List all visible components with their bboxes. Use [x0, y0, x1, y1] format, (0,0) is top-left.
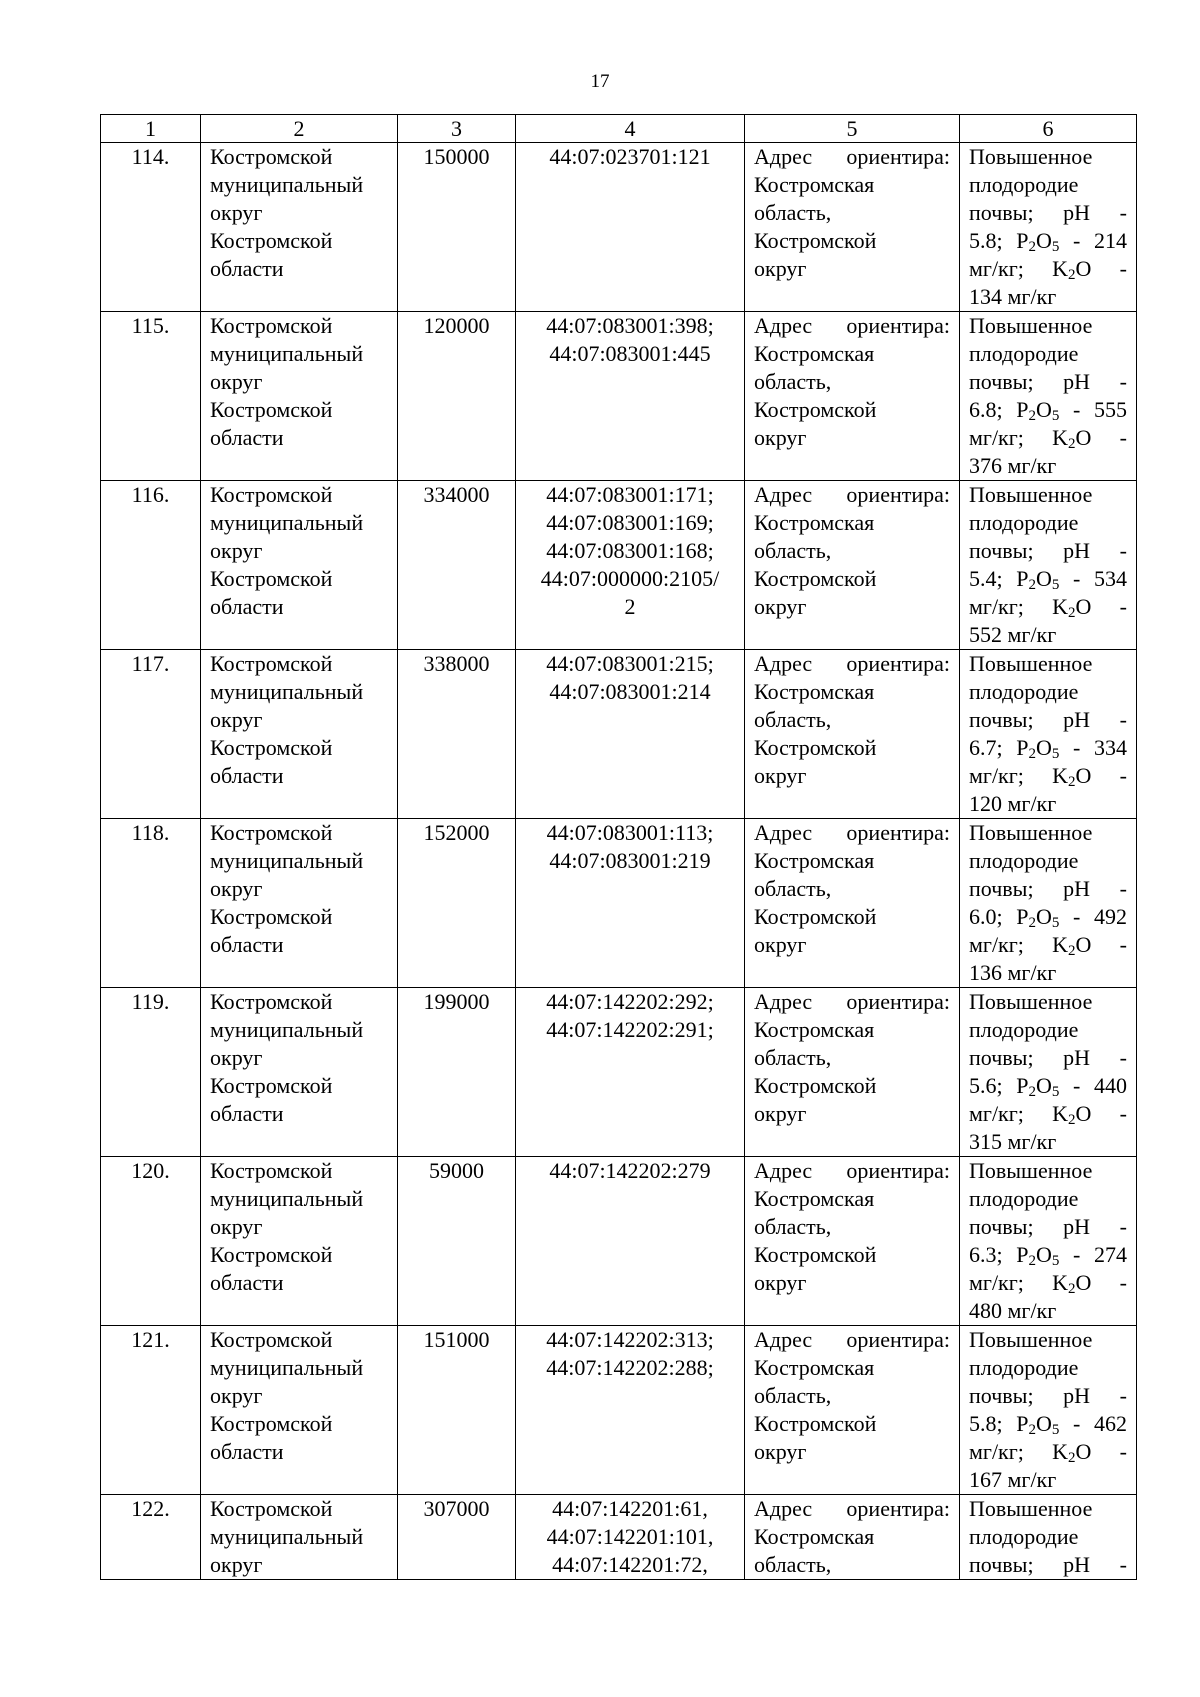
address-line: округ	[754, 1270, 807, 1295]
cadastral-cell	[516, 312, 745, 481]
unit-label: мг/кг	[1007, 1467, 1057, 1492]
address-cell	[745, 650, 960, 819]
address-line: Костромской	[754, 1411, 877, 1436]
unit-label: мг/кг	[969, 425, 1018, 450]
address-line: округ	[754, 932, 807, 957]
address-line: Адрес ориентира:	[754, 313, 950, 338]
p2o5-value: 274	[1094, 1242, 1127, 1267]
row-number: 118.	[101, 819, 201, 988]
unit-label: мг/кг	[969, 1101, 1018, 1126]
soil-description-cell	[960, 819, 1137, 988]
soil-metrics-line: мг/кг; $K_2O$ -	[969, 763, 1127, 790]
unit-label: мг/кг	[969, 1439, 1018, 1464]
table-row	[101, 650, 1137, 819]
soil-metrics-line: 6.3; $P_2O_5 - 274$	[969, 1242, 1127, 1269]
cadastral-cell	[516, 650, 745, 819]
soil-description-text: Повышенное плодородие почвы; pH -	[969, 1327, 1127, 1408]
soil-description-cell	[960, 312, 1137, 481]
district-line: округ	[210, 1214, 263, 1239]
soil-metrics-line	[969, 283, 1127, 311]
address-cell	[745, 1157, 960, 1326]
table-row	[101, 312, 1137, 481]
address-line: Адрес ориентира:	[754, 482, 950, 507]
cadastral-number: 44:07:142201:72,	[552, 1552, 708, 1577]
soil-description-cell	[960, 988, 1137, 1157]
district-line: Костромской	[210, 1496, 333, 1521]
k2o-value: 480	[969, 1298, 1002, 1323]
row-number: 119.	[101, 988, 201, 1157]
soil-description-text: Повышенное плодородие почвы; pH -	[969, 313, 1127, 394]
address-cell	[745, 143, 960, 312]
district-line: муниципальный	[210, 341, 364, 366]
soil-metrics-line: 6.8; $P_2O_5 - 555$	[969, 397, 1127, 424]
soil-metrics-line: мг/кг; $K_2O$ -	[969, 1101, 1127, 1128]
district-line: округ	[210, 707, 263, 732]
address-line: округ	[754, 1439, 807, 1464]
soil-metrics-line: мг/кг; $K_2O$ -	[969, 932, 1127, 959]
header-row	[101, 115, 1137, 143]
ph-value: 6.7	[969, 735, 997, 760]
header-col-5: 5	[745, 115, 960, 143]
k2o-value: 376	[969, 453, 1002, 478]
p2o5-value: 534	[1094, 566, 1127, 591]
soil-metrics-line	[969, 1297, 1127, 1325]
area-cell: 307000	[398, 1495, 516, 1580]
address-line: Костромская	[754, 1355, 875, 1380]
cadastral-number: 44:07:142202:288;	[546, 1355, 714, 1380]
cadastral-cell	[516, 988, 745, 1157]
cadastral-number: 44:07:083001:398;	[546, 313, 714, 338]
registry-table	[100, 114, 1137, 1580]
area-cell: 338000	[398, 650, 516, 819]
area-cell: 199000	[398, 988, 516, 1157]
address-line: Костромской	[754, 397, 877, 422]
district-line: области	[210, 1270, 284, 1295]
unit-label: мг/кг	[969, 1270, 1018, 1295]
address-line: Адрес ориентира:	[754, 1496, 950, 1521]
ph-value: 5.4	[969, 566, 997, 591]
unit-label: мг/кг	[969, 594, 1018, 619]
address-line: область,	[754, 1045, 832, 1070]
p2o5-value: 492	[1094, 904, 1127, 929]
soil-metrics-line	[969, 1128, 1127, 1156]
soil-description-cell	[960, 481, 1137, 650]
soil-description-text: Повышенное плодородие почвы; pH -	[969, 1158, 1127, 1239]
unit-label: мг/кг	[1007, 284, 1057, 309]
district-line: округ	[210, 1383, 263, 1408]
row-number: 117.	[101, 650, 201, 819]
soil-metrics-line: мг/кг; $K_2O$ -	[969, 425, 1127, 452]
address-line: Костромской	[754, 1073, 877, 1098]
address-line: Адрес ориентира:	[754, 820, 950, 845]
cadastral-number: 44:07:000000:2105/	[540, 566, 720, 591]
unit-label: мг/кг	[969, 932, 1018, 957]
district-line: области	[210, 594, 284, 619]
cadastral-number: 44:07:142202:291;	[546, 1017, 714, 1042]
k2o-value: 552	[969, 622, 1002, 647]
district-line: области	[210, 932, 284, 957]
k2o-value: 315	[969, 1129, 1002, 1154]
address-line: округ	[754, 594, 807, 619]
soil-description-cell	[960, 650, 1137, 819]
soil-metrics-line	[969, 790, 1127, 818]
district-cell	[201, 481, 398, 650]
cadastral-number: 44:07:142201:61,	[552, 1496, 708, 1521]
address-line: область,	[754, 200, 832, 225]
p2o5-value: 214	[1094, 228, 1127, 253]
soil-description-cell	[960, 1495, 1137, 1580]
address-line: область,	[754, 1214, 832, 1239]
district-line: Костромской	[210, 1327, 333, 1352]
district-line: муниципальный	[210, 510, 364, 535]
header-col-2: 2	[201, 115, 398, 143]
soil-description-text: Повышенное плодородие почвы; pH -	[969, 1496, 1127, 1577]
cadastral-cell	[516, 143, 745, 312]
row-number: 122.	[101, 1495, 201, 1580]
district-cell	[201, 312, 398, 481]
address-line: Костромская	[754, 679, 875, 704]
address-cell	[745, 1495, 960, 1580]
soil-metrics-line	[969, 452, 1127, 480]
cadastral-number: 44:07:142202:279	[549, 1158, 711, 1183]
district-line: округ	[210, 1552, 263, 1577]
ph-value: 5.8	[969, 1411, 997, 1436]
row-number: 120.	[101, 1157, 201, 1326]
district-line: округ	[210, 538, 263, 563]
address-line: Костромская	[754, 848, 875, 873]
district-line: Костромской	[210, 820, 333, 845]
district-line: муниципальный	[210, 1524, 364, 1549]
cadastral-cell	[516, 1326, 745, 1495]
row-number: 114.	[101, 143, 201, 312]
ph-value: 6.3	[969, 1242, 997, 1267]
address-line: округ	[754, 425, 807, 450]
district-line: Костромской	[210, 144, 333, 169]
address-cell	[745, 1326, 960, 1495]
soil-metrics-line: 6.0; $P_2O_5 - 492$	[969, 904, 1127, 931]
header-col-1: 1	[101, 115, 201, 143]
district-line: Костромской	[210, 1073, 333, 1098]
cadastral-number: 44:07:142202:292;	[546, 989, 714, 1014]
cadastral-number: 44:07:083001:113;	[546, 820, 714, 845]
district-line: Костромской	[210, 566, 333, 591]
cadastral-cell	[516, 1495, 745, 1580]
ph-value: 5.6	[969, 1073, 997, 1098]
district-line: округ	[210, 876, 263, 901]
p2o5-value: 334	[1094, 735, 1127, 760]
district-line: Костромской	[210, 1158, 333, 1183]
district-line: муниципальный	[210, 848, 364, 873]
address-line: область,	[754, 538, 832, 563]
unit-label: мг/кг	[1007, 453, 1057, 478]
district-line: Костромской	[210, 735, 333, 760]
unit-label: мг/кг	[969, 256, 1018, 281]
address-line: Костромская	[754, 1017, 875, 1042]
address-cell	[745, 312, 960, 481]
soil-description-cell	[960, 1157, 1137, 1326]
district-line: Костромской	[210, 228, 333, 253]
district-line: муниципальный	[210, 1186, 364, 1211]
ph-value: 6.0	[969, 904, 997, 929]
cadastral-number: 44:07:083001:445	[549, 341, 711, 366]
k2o-value: 136	[969, 960, 1002, 985]
district-line: Костромской	[210, 989, 333, 1014]
district-line: округ	[210, 369, 263, 394]
page-number: 17	[590, 71, 610, 92]
district-cell	[201, 819, 398, 988]
district-line: округ	[210, 1045, 263, 1070]
cadastral-cell	[516, 819, 745, 988]
unit-label: мг/кг	[1007, 960, 1057, 985]
ph-value: 6.8	[969, 397, 997, 422]
district-line: области	[210, 1439, 284, 1464]
district-line: области	[210, 763, 284, 788]
address-cell	[745, 481, 960, 650]
address-line: Адрес ориентира:	[754, 989, 950, 1014]
soil-description-cell	[960, 143, 1137, 312]
table-row	[101, 143, 1137, 312]
ph-value: 5.8	[969, 228, 997, 253]
district-line: Костромской	[210, 1411, 333, 1436]
district-line: Костромской	[210, 397, 333, 422]
cadastral-number: 44:07:083001:169;	[546, 510, 714, 535]
district-line: муниципальный	[210, 679, 364, 704]
district-line: Костромской	[210, 313, 333, 338]
address-line: Костромская	[754, 1186, 875, 1211]
district-line: области	[210, 1101, 284, 1126]
unit-label: мг/кг	[1007, 1298, 1057, 1323]
soil-description-text: Повышенное плодородие почвы; pH -	[969, 651, 1127, 732]
soil-metrics-line	[969, 621, 1127, 649]
address-line: Адрес ориентира:	[754, 1158, 950, 1183]
cadastral-number: 2	[624, 594, 636, 619]
cadastral-cell	[516, 1157, 745, 1326]
soil-metrics-line: 5.4; $P_2O_5 - 534$	[969, 566, 1127, 593]
soil-metrics-line: 5.6; $P_2O_5 - 440$	[969, 1073, 1127, 1100]
address-line: область,	[754, 876, 832, 901]
district-cell	[201, 1495, 398, 1580]
k2o-value: 167	[969, 1467, 1002, 1492]
cadastral-number: 44:07:083001:168;	[546, 538, 714, 563]
district-cell	[201, 988, 398, 1157]
district-line: Костромской	[210, 651, 333, 676]
address-cell	[745, 988, 960, 1157]
k2o-value: 120	[969, 791, 1002, 816]
address-line: Костромской	[754, 1242, 877, 1267]
address-line: Костромская	[754, 172, 875, 197]
address-line: Костромская	[754, 1524, 875, 1549]
address-line: Костромской	[754, 735, 877, 760]
soil-metrics-line: 5.8; $P_2O_5 - 214$	[969, 228, 1127, 255]
cadastral-number: 44:07:142201:101,	[546, 1524, 714, 1549]
area-cell: 120000	[398, 312, 516, 481]
soil-description-text: Повышенное плодородие почвы; pH -	[969, 144, 1127, 225]
soil-description-text: Повышенное плодородие почвы; pH -	[969, 482, 1127, 563]
area-cell: 150000	[398, 143, 516, 312]
address-line: округ	[754, 763, 807, 788]
address-line: область,	[754, 369, 832, 394]
p2o5-value: 440	[1094, 1073, 1127, 1098]
cadastral-number: 44:07:023701:121	[549, 144, 711, 169]
area-cell: 59000	[398, 1157, 516, 1326]
district-cell	[201, 650, 398, 819]
district-cell	[201, 1326, 398, 1495]
soil-metrics-line: 5.8; $P_2O_5 - 462$	[969, 1411, 1127, 1438]
table-row	[101, 819, 1137, 988]
table-row	[101, 1157, 1137, 1326]
table-row	[101, 481, 1137, 650]
area-cell: 334000	[398, 481, 516, 650]
unit-label: мг/кг	[1007, 622, 1057, 647]
soil-metrics-line: мг/кг; $K_2O$ -	[969, 1439, 1127, 1466]
address-line: область,	[754, 707, 832, 732]
cadastral-number: 44:07:142202:313;	[546, 1327, 714, 1352]
table-body	[101, 143, 1137, 1580]
soil-metrics-line: мг/кг; $K_2O$ -	[969, 1270, 1127, 1297]
table-row	[101, 1495, 1137, 1580]
row-number: 115.	[101, 312, 201, 481]
address-line: Костромская	[754, 341, 875, 366]
district-line: Костромской	[210, 904, 333, 929]
address-line: округ	[754, 256, 807, 281]
address-cell	[745, 819, 960, 988]
k2o-value: 134	[969, 284, 1002, 309]
header-col-6: 6	[960, 115, 1137, 143]
unit-label: мг/кг	[1007, 1129, 1057, 1154]
cadastral-number: 44:07:083001:171;	[546, 482, 714, 507]
soil-metrics-line: 6.7; $P_2O_5 - 334$	[969, 735, 1127, 762]
p2o5-value: 555	[1094, 397, 1127, 422]
district-cell	[201, 1157, 398, 1326]
p2o5-value: 462	[1094, 1411, 1127, 1436]
address-line: область,	[754, 1383, 832, 1408]
cadastral-cell	[516, 481, 745, 650]
cadastral-number: 44:07:083001:215;	[546, 651, 714, 676]
address-line: область,	[754, 1552, 832, 1577]
district-line: муниципальный	[210, 172, 364, 197]
area-cell: 151000	[398, 1326, 516, 1495]
unit-label: мг/кг	[969, 763, 1018, 788]
district-line: муниципальный	[210, 1355, 364, 1380]
district-line: Костромской	[210, 1242, 333, 1267]
unit-label: мг/кг	[1007, 791, 1057, 816]
table-row	[101, 1326, 1137, 1495]
address-line: Костромской	[754, 566, 877, 591]
district-line: муниципальный	[210, 1017, 364, 1042]
address-line: Адрес ориентира:	[754, 1327, 950, 1352]
soil-metrics-line	[969, 959, 1127, 987]
header-col-4: 4	[516, 115, 745, 143]
address-line: Адрес ориентира:	[754, 144, 950, 169]
soil-metrics-line: мг/кг; $K_2O$ -	[969, 594, 1127, 621]
header-col-3: 3	[398, 115, 516, 143]
address-line: Костромской	[754, 228, 877, 253]
table-row	[101, 988, 1137, 1157]
soil-description-cell	[960, 1326, 1137, 1495]
address-line: Костромская	[754, 510, 875, 535]
soil-description-text: Повышенное плодородие почвы; pH -	[969, 989, 1127, 1070]
soil-metrics-line	[969, 1466, 1127, 1494]
area-cell: 152000	[398, 819, 516, 988]
cadastral-number: 44:07:083001:219	[549, 848, 711, 873]
row-number: 121.	[101, 1326, 201, 1495]
district-line: области	[210, 256, 284, 281]
soil-description-text: Повышенное плодородие почвы; pH -	[969, 820, 1127, 901]
address-line: округ	[754, 1101, 807, 1126]
district-line: области	[210, 425, 284, 450]
address-line: Адрес ориентира:	[754, 651, 950, 676]
cadastral-number: 44:07:083001:214	[549, 679, 711, 704]
address-line: Костромской	[754, 904, 877, 929]
district-line: округ	[210, 200, 263, 225]
district-cell	[201, 143, 398, 312]
soil-metrics-line: мг/кг; $K_2O$ -	[969, 256, 1127, 283]
district-line: Костромской	[210, 482, 333, 507]
row-number: 116.	[101, 481, 201, 650]
